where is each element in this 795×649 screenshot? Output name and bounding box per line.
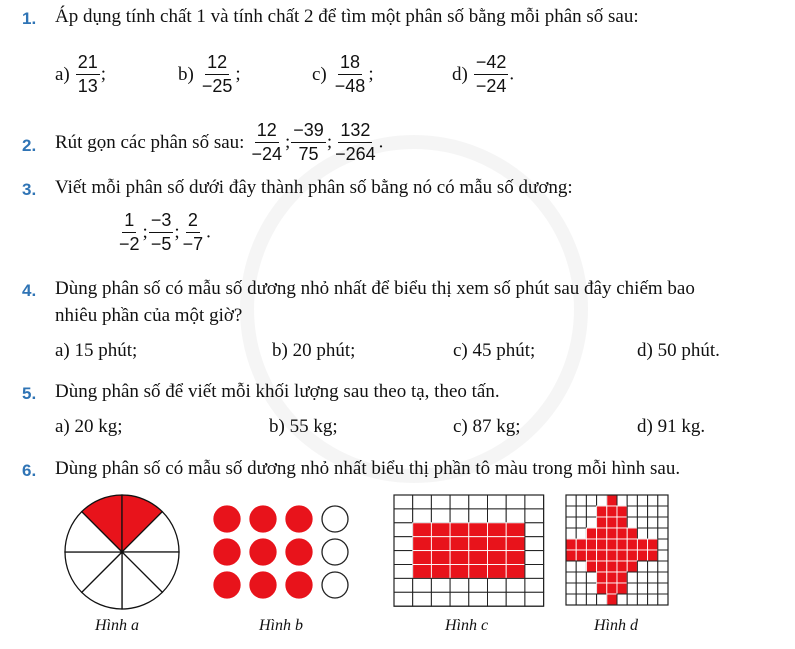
q3-fractions: $\frac{1}{-2}$ ; $\frac{-3}{-5}$ ; $\frac{2}{-7}$ . [119, 210, 211, 254]
grid-cell-shaded [617, 572, 627, 583]
grid-cell-shaded [576, 539, 586, 550]
q1-item-d: d) $\frac{-42}{-24}$ . [452, 52, 515, 96]
grid-cell [586, 572, 596, 583]
grid-cell [450, 495, 469, 509]
grid-cell-shaded [607, 539, 617, 550]
grid-cell-shaded [506, 551, 525, 565]
grid-cell [469, 578, 488, 592]
dot-shaded [250, 506, 276, 532]
grid-cell-shaded [607, 550, 617, 561]
dot-empty [322, 572, 348, 598]
caption-hinh-b: Hình b [259, 617, 303, 634]
grid-cell-shaded [617, 517, 627, 528]
grid-cell [394, 565, 413, 579]
grid-cell-shaded [617, 528, 627, 539]
grid-cell [566, 561, 576, 572]
dot-shaded [250, 572, 276, 598]
grid-cell-shaded [627, 539, 637, 550]
grid-cell [394, 551, 413, 565]
q1-text: Áp dụng tính chất 1 và tính chất 2 để tìm một phân số bằng mỗi phân số sau: [55, 6, 639, 27]
dot-shaded [286, 506, 312, 532]
fraction: $\frac{-3}{-5}$ [150, 210, 172, 254]
grid-cell [617, 495, 627, 506]
grid-cell [627, 594, 637, 605]
grid-cell-shaded [469, 565, 488, 579]
grid-cell [658, 583, 668, 594]
grid-cell-shaded [586, 528, 596, 539]
q2-line: Rút gọn các phân số sau: $\frac{12}{-24}$ ; $\frac{-39}{75}$ ; $\frac{132}{-264}$ . [55, 120, 384, 164]
grid-cell-shaded [488, 551, 507, 565]
grid-cell-shaded [617, 506, 627, 517]
grid-cell [637, 572, 647, 583]
grid-cell [658, 572, 668, 583]
grid-cell [566, 594, 576, 605]
grid-cell [525, 523, 544, 537]
grid-cell [394, 509, 413, 523]
q6-number: 6. [22, 461, 37, 480]
fraction: $\frac{2}{-7}$ [182, 210, 204, 254]
grid-cell [648, 561, 658, 572]
grid-cell [586, 517, 596, 528]
hinh-d-figure [565, 494, 669, 606]
grid-cell [431, 495, 450, 509]
grid-cell [617, 594, 627, 605]
grid-cell-shaded [413, 551, 432, 565]
fraction: $\frac{18}{-48}$ [334, 52, 366, 96]
fraction: $\frac{-39}{75}$ [293, 120, 324, 164]
grid-cell [637, 506, 647, 517]
grid-cell [394, 537, 413, 551]
grid-cell [648, 583, 658, 594]
caption-hinh-c: Hình c [445, 617, 489, 634]
grid-cell [648, 517, 658, 528]
grid-cell-shaded [597, 550, 607, 561]
grid-cell [469, 495, 488, 509]
hinh-b-figure [212, 505, 352, 600]
grid-cell-shaded [648, 539, 658, 550]
grid-cell-shaded [413, 537, 432, 551]
dot-shaded [214, 506, 240, 532]
grid-cell [566, 583, 576, 594]
grid-cell-shaded [413, 523, 432, 537]
grid-cell [469, 592, 488, 606]
grid-cell [658, 550, 668, 561]
caption-hinh-d: Hình d [594, 617, 638, 634]
grid-cell-shaded [566, 550, 576, 561]
q4-number: 4. [22, 281, 37, 300]
fraction: $\frac{21}{13}$ [77, 52, 98, 96]
grid-cell [627, 506, 637, 517]
grid-cell-shaded [617, 583, 627, 594]
grid-cell [648, 594, 658, 605]
grid-cell [394, 592, 413, 606]
grid-cell [450, 509, 469, 523]
q5-item-b: b) 55 kg; [269, 416, 338, 437]
grid-cell [648, 572, 658, 583]
grid-cell [413, 509, 432, 523]
fraction: $\frac{-42}{-24}$ [475, 52, 507, 96]
grid-cell-shaded [607, 561, 617, 572]
grid-cell [586, 506, 596, 517]
grid-cell [637, 517, 647, 528]
q1-item-c: c) $\frac{18}{-48}$ ; [312, 52, 374, 96]
grid-cell [627, 517, 637, 528]
grid-cell-shaded [506, 523, 525, 537]
q4-item-a: a) 15 phút; [55, 340, 138, 361]
dot-shaded [214, 539, 240, 565]
grid-cell-shaded [637, 550, 647, 561]
grid-cell-shaded [648, 550, 658, 561]
grid-cell [488, 509, 507, 523]
grid-cell [648, 495, 658, 506]
grid-cell [566, 528, 576, 539]
grid-cell-shaded [469, 551, 488, 565]
grid-cell-shaded [607, 572, 617, 583]
grid-cell-shaded [566, 539, 576, 550]
grid-cell-shaded [431, 551, 450, 565]
dot-empty [322, 539, 348, 565]
grid-cell [586, 594, 596, 605]
q1-item-a: a) $\frac{21}{13}$ ; [55, 52, 107, 96]
grid-cell [394, 523, 413, 537]
grid-cell-shaded [597, 517, 607, 528]
grid-cell-shaded [431, 565, 450, 579]
hinh-a-figure [63, 493, 183, 613]
grid-cell-shaded [469, 523, 488, 537]
grid-cell-shaded [488, 565, 507, 579]
grid-cell-shaded [617, 539, 627, 550]
grid-cell-shaded [450, 523, 469, 537]
fraction: $\frac{1}{-2}$ [119, 210, 140, 254]
q2-text: Rút gọn các phân số sau: [55, 131, 245, 153]
grid-cell-shaded [627, 528, 637, 539]
grid-cell [627, 495, 637, 506]
q3-number: 3. [22, 180, 37, 199]
grid-cell [658, 561, 668, 572]
q5-text: Dùng phân số để viết mỗi khối lượng sau theo tạ, theo tấn. [55, 381, 500, 402]
grid-cell-shaded [607, 495, 617, 506]
grid-cell [413, 578, 432, 592]
q5-number: 5. [22, 384, 37, 403]
grid-cell-shaded [607, 517, 617, 528]
grid-cell [525, 578, 544, 592]
dot-shaded [286, 539, 312, 565]
grid-cell-shaded [617, 550, 627, 561]
q5-item-a: a) 20 kg; [55, 416, 123, 437]
q6-text: Dùng phân số có mẫu số dương nhỏ nhất biểu thị phần tô màu trong mỗi hình sau. [55, 458, 681, 479]
grid-cell [394, 578, 413, 592]
grid-cell-shaded [607, 583, 617, 594]
grid-cell [506, 509, 525, 523]
grid-cell-shaded [413, 565, 432, 579]
grid-cell [637, 594, 647, 605]
grid-cell [658, 517, 668, 528]
grid-cell-shaded [627, 561, 637, 572]
grid-cell-shaded [431, 537, 450, 551]
grid-cell [506, 592, 525, 606]
fraction: $\frac{12}{-24}$ [251, 120, 282, 164]
grid-cell [576, 506, 586, 517]
grid-cell [637, 583, 647, 594]
grid-cell-shaded [637, 539, 647, 550]
grid-cell [450, 592, 469, 606]
grid-cell [637, 528, 647, 539]
grid-cell [413, 592, 432, 606]
grid-cell-shaded [450, 565, 469, 579]
grid-cell [637, 495, 647, 506]
grid-cell [648, 506, 658, 517]
grid-cell-shaded [607, 506, 617, 517]
grid-cell-shaded [597, 572, 607, 583]
grid-cell-shaded [627, 550, 637, 561]
grid-cell [576, 561, 586, 572]
grid-cell [488, 578, 507, 592]
grid-cell [525, 565, 544, 579]
grid-cell-shaded [506, 565, 525, 579]
grid-cell-shaded [469, 537, 488, 551]
grid-cell [525, 592, 544, 606]
grid-cell [506, 495, 525, 509]
grid-cell-shaded [586, 561, 596, 572]
grid-cell [576, 495, 586, 506]
grid-cell [413, 495, 432, 509]
grid-cell-shaded [586, 550, 596, 561]
q4-item-d: d) 50 phút. [637, 340, 720, 361]
q5-item-d: d) 91 kg. [637, 416, 706, 437]
grid-cell [525, 495, 544, 509]
grid-cell [431, 509, 450, 523]
hinh-c-figure [393, 494, 545, 607]
q5-item-c: c) 87 kg; [453, 416, 521, 437]
grid-cell [488, 495, 507, 509]
grid-cell [525, 551, 544, 565]
grid-cell [431, 578, 450, 592]
grid-cell [450, 578, 469, 592]
caption-hinh-a: Hình a [95, 617, 139, 634]
grid-cell-shaded [586, 539, 596, 550]
fraction: $\frac{12}{-25}$ [201, 52, 233, 96]
grid-cell [627, 583, 637, 594]
fraction: $\frac{132}{-264}$ [335, 120, 376, 164]
grid-cell-shaded [597, 506, 607, 517]
q1-number: 1. [22, 9, 37, 28]
grid-cell-shaded [597, 583, 607, 594]
grid-cell [658, 495, 668, 506]
grid-cell [525, 537, 544, 551]
grid-cell-shaded [597, 528, 607, 539]
grid-cell [566, 517, 576, 528]
grid-cell [576, 572, 586, 583]
grid-cell [576, 528, 586, 539]
grid-cell [658, 594, 668, 605]
grid-cell [627, 572, 637, 583]
grid-cell [566, 572, 576, 583]
grid-cell [658, 506, 668, 517]
grid-cell [576, 583, 586, 594]
grid-cell [506, 578, 525, 592]
grid-cell-shaded [617, 561, 627, 572]
grid-cell-shaded [450, 551, 469, 565]
grid-cell [488, 592, 507, 606]
grid-cell [597, 594, 607, 605]
grid-cell [566, 495, 576, 506]
dot-shaded [286, 572, 312, 598]
grid-cell [658, 528, 668, 539]
grid-cell-shaded [488, 537, 507, 551]
grid-cell-shaded [506, 537, 525, 551]
grid-cell [431, 592, 450, 606]
grid-cell [637, 561, 647, 572]
grid-cell [658, 539, 668, 550]
grid-cell [394, 495, 413, 509]
dot-shaded [250, 539, 276, 565]
grid-cell [586, 583, 596, 594]
grid-cell [576, 594, 586, 605]
grid-cell-shaded [576, 550, 586, 561]
dot-empty [322, 506, 348, 532]
grid-cell-shaded [488, 523, 507, 537]
q4-text-line2: nhiêu phần của một giờ? [55, 305, 243, 326]
grid-cell-shaded [597, 561, 607, 572]
grid-cell [576, 517, 586, 528]
grid-cell [469, 509, 488, 523]
grid-cell [597, 495, 607, 506]
grid-cell-shaded [607, 594, 617, 605]
grid-cell-shaded [450, 537, 469, 551]
grid-cell-shaded [597, 539, 607, 550]
q4-item-c: c) 45 phút; [453, 340, 536, 361]
grid-cell-shaded [607, 528, 617, 539]
q3-text: Viết mỗi phân số dưới đây thành phân số bằng nó có mẫu số dương: [55, 177, 573, 198]
q4-item-b: b) 20 phút; [272, 340, 356, 361]
grid-cell-shaded [431, 523, 450, 537]
dot-shaded [214, 572, 240, 598]
q1-item-b: b) $\frac{12}{-25}$ ; [178, 52, 241, 96]
grid-cell [586, 495, 596, 506]
q2-number: 2. [22, 136, 37, 155]
grid-cell [525, 509, 544, 523]
q4-text-line1: Dùng phân số có mẫu số dương nhỏ nhất để biểu thị xem số phút sau đây chiếm bao [55, 278, 695, 299]
grid-cell [566, 506, 576, 517]
grid-cell [648, 528, 658, 539]
